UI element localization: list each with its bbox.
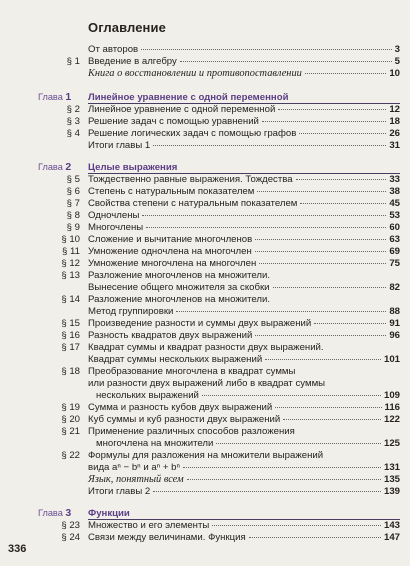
dot-leader	[249, 537, 381, 538]
chapter-title: Функции	[88, 508, 130, 519]
section-number: § 24	[61, 532, 80, 543]
entry-text-line	[88, 222, 400, 233]
entry-text-line	[88, 68, 400, 79]
chapter-label	[38, 508, 71, 519]
chapter-word: Глава	[38, 92, 66, 102]
dot-leader	[153, 491, 381, 492]
page-number: 336	[8, 543, 27, 555]
dot-leader	[305, 73, 386, 74]
entry-text-line	[88, 246, 400, 257]
entry-title: Разложение многочленов на множители.	[88, 294, 271, 305]
section-number: § 9	[66, 222, 80, 233]
entry-title: Одночлены	[88, 210, 140, 221]
entry-title: Умножение одночлена на многочлен	[88, 246, 252, 257]
entry-text-line	[88, 342, 400, 353]
entry-page-number: 18	[389, 116, 400, 127]
entry-page-number: 91	[389, 318, 400, 329]
dot-leader	[153, 145, 386, 146]
section-number: § 1	[66, 56, 80, 67]
entry-title: Вынесение общего множителя за скобки	[88, 282, 270, 293]
entry-text-line	[88, 462, 400, 473]
entry-text-line	[88, 128, 400, 139]
entry-title: Разложение многочленов на множители.	[88, 270, 271, 281]
page-title: Оглавление	[88, 20, 166, 35]
chapter-word: Глава	[38, 162, 66, 172]
entry-title: Квадрат суммы и квадрат разности двух выражений.	[88, 342, 324, 353]
dot-leader	[176, 311, 386, 312]
dot-leader	[187, 479, 381, 480]
section-number: § 22	[61, 450, 80, 461]
entry-page-number: 38	[389, 186, 400, 197]
entry-text-line	[88, 104, 400, 115]
entry-text-line	[96, 438, 400, 449]
entry-page-number: 143	[383, 520, 400, 531]
entry-title: Умножение многочлена на многочлен	[88, 258, 257, 269]
entry-text-line	[88, 44, 400, 55]
entry-page-number: 33	[389, 174, 400, 185]
entry-title: Множество и его элементы	[88, 520, 210, 531]
entry-page-number: 147	[383, 532, 400, 543]
section-number: § 5	[66, 174, 80, 185]
entry-text-line	[88, 354, 400, 365]
dot-leader	[180, 61, 392, 62]
entry-page-number: 88	[389, 306, 400, 317]
entry-text-line	[88, 378, 400, 389]
entry-page-number: 82	[389, 282, 400, 293]
entry-text-line	[88, 318, 400, 329]
entry-text-line	[88, 174, 400, 185]
chapter-number: 1	[65, 91, 72, 103]
entry-title: Линейное уравнение с одной переменной	[88, 104, 276, 115]
entry-title: Решение задач с помощью уравнений	[88, 116, 259, 127]
entry-title: Квадрат суммы нескольких выражений	[88, 354, 263, 365]
dot-leader	[278, 109, 386, 110]
section-number: § 4	[66, 128, 80, 139]
entry-page-number: 125	[383, 438, 400, 449]
dot-leader	[255, 251, 387, 252]
entry-text-line	[88, 450, 400, 461]
entry-page-number: 3	[394, 44, 400, 55]
dot-leader	[212, 525, 381, 526]
entry-text-line	[88, 162, 400, 173]
chapter-title: Целые выражения	[88, 162, 178, 173]
entry-title: Решение логических задач с помощью графов	[88, 128, 297, 139]
entry-text-line	[88, 92, 400, 103]
entry-title: Связи между величинами. Функция	[88, 532, 246, 543]
section-number: § 10	[61, 234, 80, 245]
section-number: § 2	[66, 104, 80, 115]
entry-page-number: 135	[383, 474, 400, 485]
entry-page-number: 60	[389, 222, 400, 233]
entry-title: Преобразование многочлена в квадрат суммы	[88, 366, 296, 377]
section-number: § 3	[66, 116, 80, 127]
entry-text-line	[88, 508, 400, 519]
entry-text-line	[88, 258, 400, 269]
entry-title: вида aⁿ − bⁿ и aⁿ + bⁿ	[88, 462, 180, 473]
entry-text-line	[88, 234, 400, 245]
section-number: § 21	[61, 426, 80, 437]
dot-leader	[275, 407, 381, 408]
dot-leader	[146, 227, 386, 228]
section-number: § 8	[66, 210, 80, 221]
entry-title: Многочлены	[88, 222, 144, 233]
entry-text-line	[88, 282, 400, 293]
dot-leader	[273, 287, 387, 288]
entry-page-number: 75	[389, 258, 400, 269]
entry-text-line	[88, 532, 400, 543]
chapter-title: Линейное уравнение с одной переменной	[88, 92, 289, 103]
entry-title: Введение в алгебру	[88, 56, 177, 67]
dot-leader	[299, 133, 386, 134]
entry-title: Произведение разности и суммы двух выражений	[88, 318, 312, 329]
dot-leader	[262, 121, 386, 122]
entry-text-line	[96, 390, 400, 401]
entry-text-line	[88, 402, 400, 413]
dot-leader	[141, 49, 392, 50]
chapter-word: Глава	[38, 508, 66, 518]
entry-page-number: 5	[394, 56, 400, 67]
dot-leader	[300, 203, 386, 204]
entry-text-line	[88, 186, 400, 197]
entry-text-line	[88, 56, 400, 67]
section-number: § 11	[62, 246, 80, 257]
entry-text-line	[88, 330, 400, 341]
entry-title: Куб суммы и куб разности двух выражений	[88, 414, 281, 425]
entry-text-line	[88, 486, 400, 497]
entry-page-number: 96	[389, 330, 400, 341]
section-number: § 15	[61, 318, 80, 329]
entry-text-line	[88, 306, 400, 317]
section-number: § 17	[61, 342, 80, 353]
entry-text-line	[88, 116, 400, 127]
entry-title: Степень с натуральным показателем	[88, 186, 255, 197]
section-number: § 7	[66, 198, 80, 209]
entry-title: Тождественно равные выражения. Тождества	[88, 174, 293, 185]
entry-text-line	[88, 520, 400, 531]
entry-page-number: 10	[389, 68, 400, 79]
dot-leader	[255, 335, 386, 336]
section-number: § 20	[61, 414, 80, 425]
dot-leader	[183, 467, 381, 468]
entry-text-line	[88, 294, 400, 305]
entry-title: или разности двух выражений либо в квадрат суммы	[88, 378, 326, 389]
chapter-number: 2	[65, 161, 72, 173]
entry-title: Свойства степени с натуральным показателем	[88, 198, 298, 209]
entry-text-line	[88, 426, 400, 437]
dot-leader	[314, 323, 386, 324]
entry-text-line	[88, 414, 400, 425]
entry-page-number: 109	[383, 390, 400, 401]
entry-title: Язык, понятный всем	[88, 474, 184, 485]
dot-leader	[265, 359, 381, 360]
section-number: § 12	[61, 258, 80, 269]
section-number: § 6	[66, 186, 80, 197]
entry-text-line	[88, 366, 400, 377]
entry-text-line	[88, 140, 400, 151]
entry-page-number: 131	[383, 462, 400, 473]
entry-title: Книга о восстановлении и противопоставлении	[88, 68, 302, 79]
section-number: § 16	[61, 330, 80, 341]
entry-page-number: 101	[383, 354, 400, 365]
section-number: § 23	[61, 520, 80, 531]
dot-leader	[257, 191, 386, 192]
entry-page-number: 116	[384, 402, 400, 413]
dot-leader	[202, 395, 381, 396]
entry-title: Формулы для разложения на множители выражений	[88, 450, 324, 461]
entry-title: Сумма и разность кубов двух выражений	[88, 402, 273, 413]
entry-page-number: 45	[389, 198, 400, 209]
entry-title: От авторов	[88, 44, 139, 55]
entry-text-line	[88, 198, 400, 209]
entry-title: нескольких выражений	[96, 390, 199, 401]
chapter-label	[38, 162, 71, 173]
entry-page-number: 31	[389, 140, 400, 151]
section-number: § 14	[61, 294, 80, 305]
dot-leader	[296, 179, 387, 180]
entry-page-number: 26	[389, 128, 400, 139]
entry-page-number: 69	[389, 246, 400, 257]
entry-title: Применение различных способов разложения	[88, 426, 295, 437]
entry-title: Итоги главы 1	[88, 140, 151, 151]
entry-title: Сложение и вычитание многочленов	[88, 234, 253, 245]
section-number: § 13	[61, 270, 80, 281]
entry-page-number: 139	[383, 486, 400, 497]
entry-text-line	[88, 210, 400, 221]
entry-page-number: 122	[383, 414, 400, 425]
chapter-label	[38, 92, 71, 103]
dot-leader	[255, 239, 386, 240]
entry-text-line	[88, 270, 400, 281]
section-number: § 19	[61, 402, 80, 413]
section-number: § 18	[61, 366, 80, 377]
entry-page-number: 53	[389, 210, 400, 221]
entry-title: Метод группировки	[88, 306, 174, 317]
dot-leader	[283, 419, 381, 420]
dot-leader	[142, 215, 386, 216]
dot-leader	[259, 263, 386, 264]
entry-title: Разность квадратов двух выражений	[88, 330, 253, 341]
entry-page-number: 12	[389, 104, 400, 115]
dot-leader	[216, 443, 381, 444]
entry-title: Итоги главы 2	[88, 486, 151, 497]
entry-page-number: 63	[389, 234, 400, 245]
chapter-number: 3	[65, 507, 72, 519]
entry-text-line	[88, 474, 400, 485]
entry-title: многочлена на множители	[96, 438, 214, 449]
